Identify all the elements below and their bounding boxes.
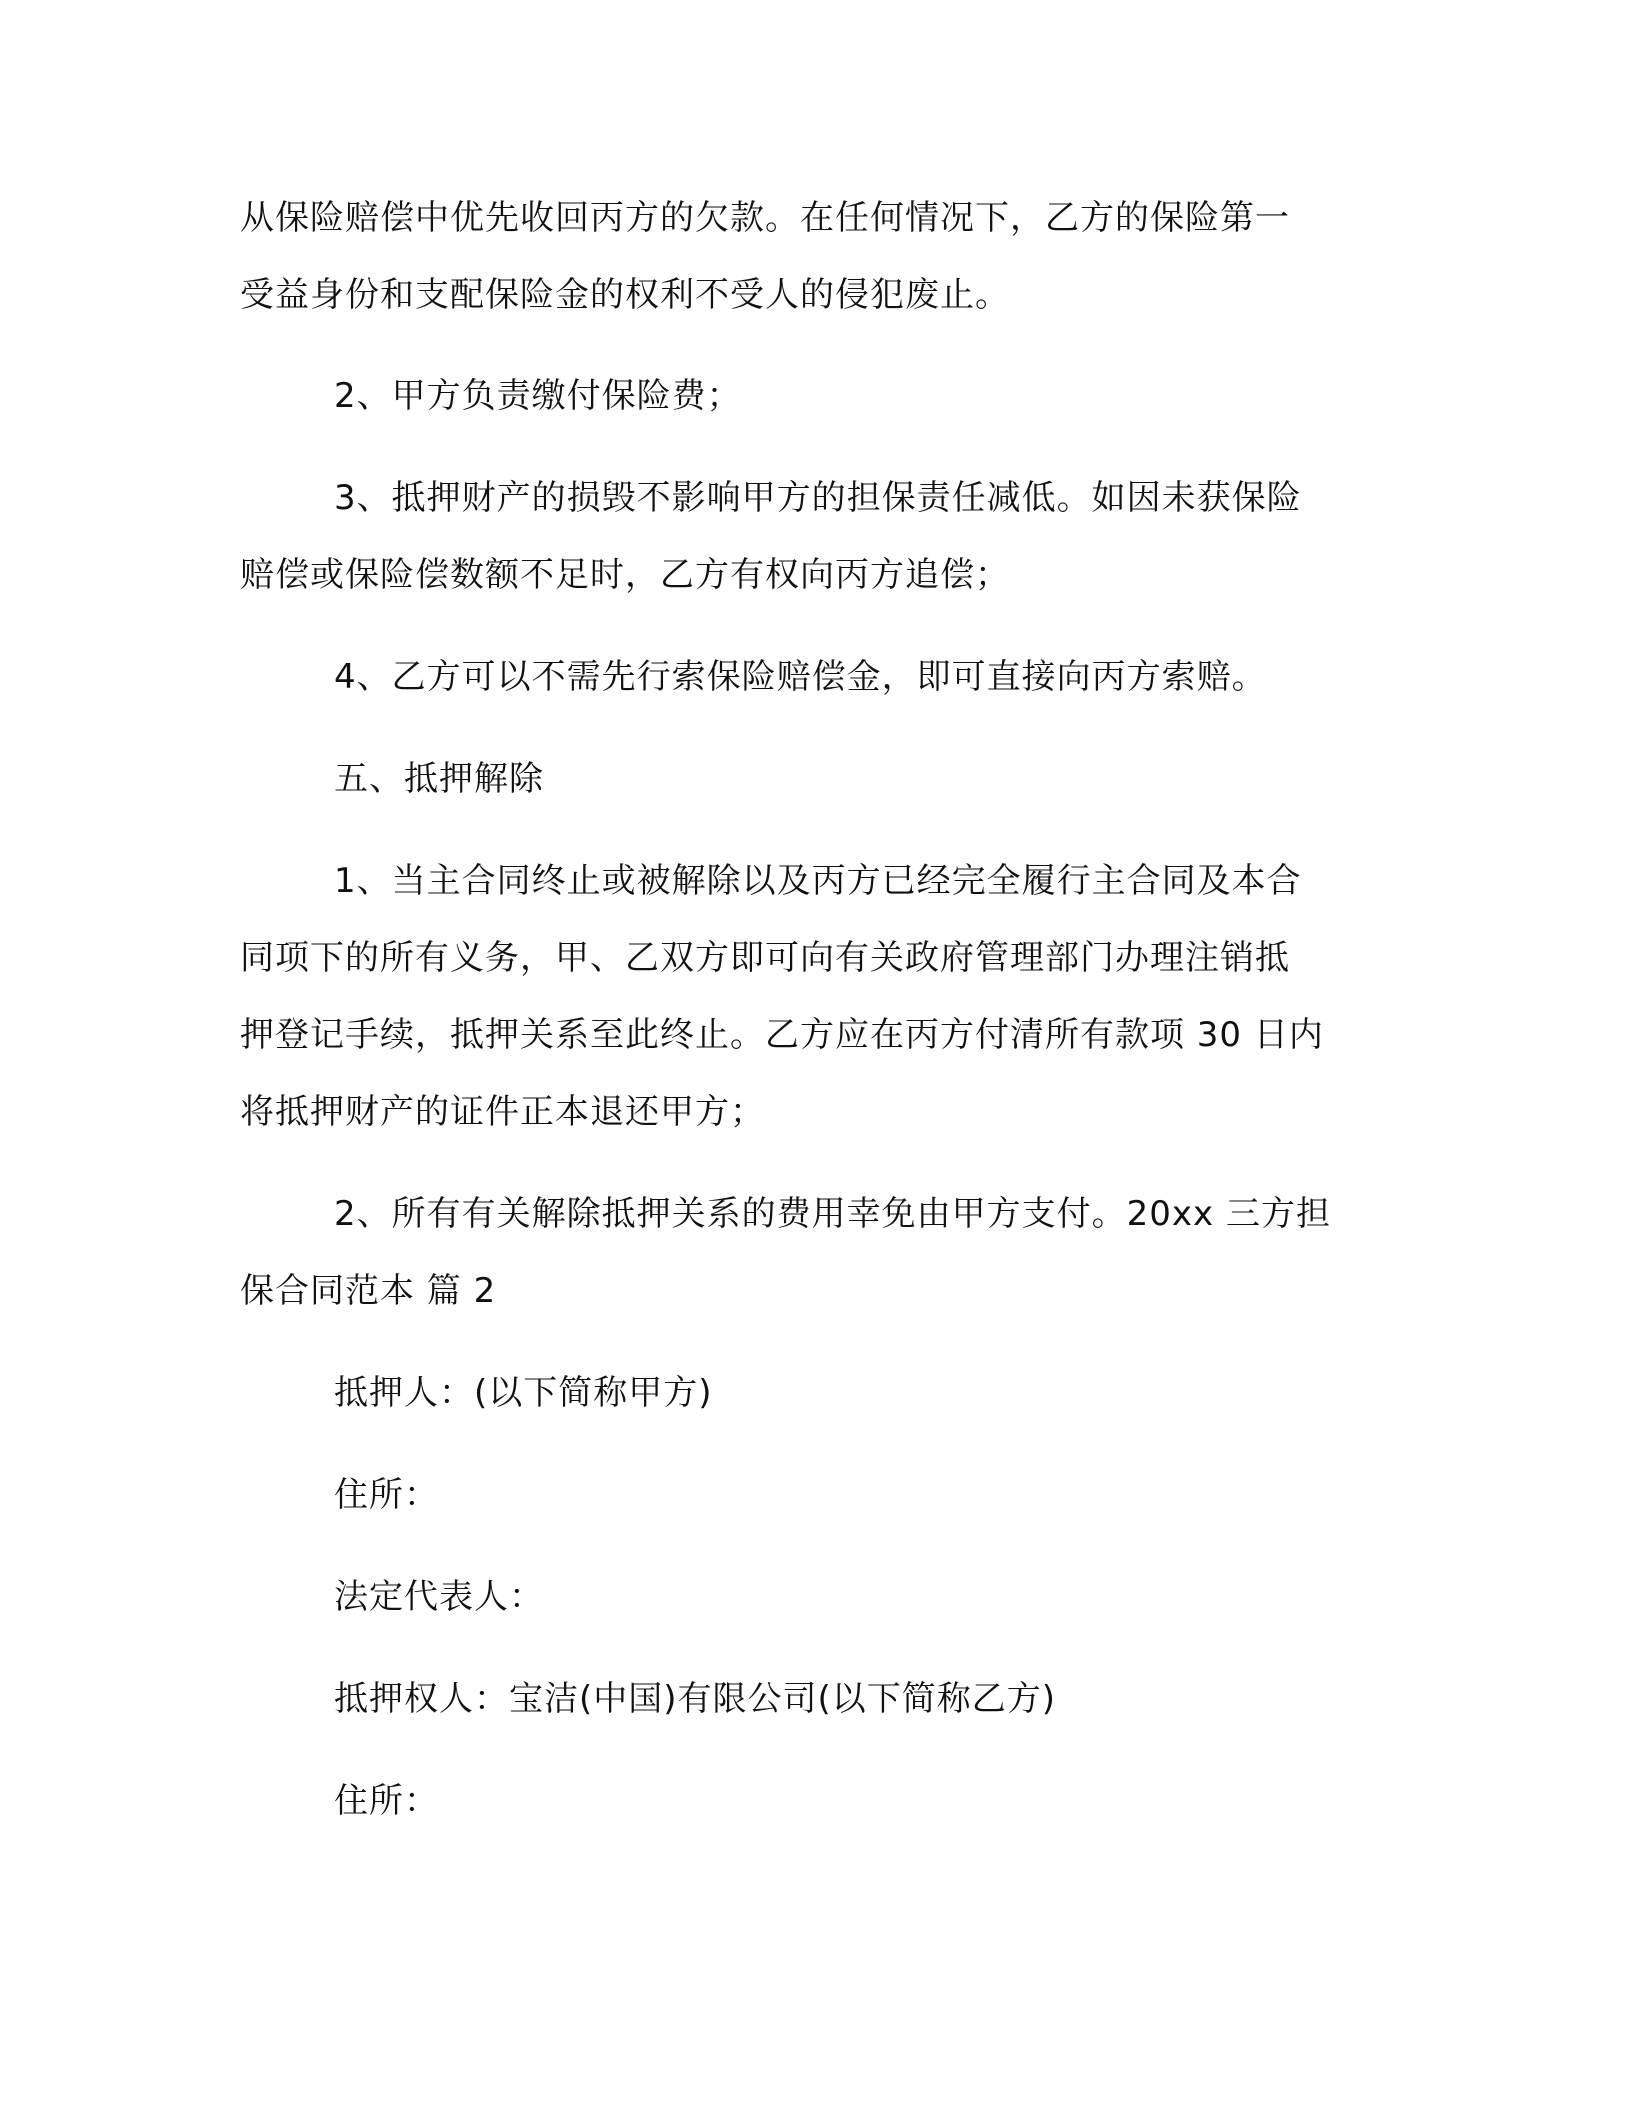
paragraph-line: 同项下的所有义务，甲、乙双方即可向有关政府管理部门办理注销抵 bbox=[240, 938, 1290, 978]
field-label: 住所： bbox=[334, 1475, 439, 1515]
paragraph-line: 赔偿或保险偿数额不足时，乙方有权向丙方追偿； bbox=[240, 555, 1010, 595]
paragraph-line: 从保险赔偿中优先收回丙方的欠款。在任何情况下，乙方的保险第一 bbox=[240, 198, 1290, 238]
field-label: 住所： bbox=[334, 1781, 439, 1821]
section-heading: 五、抵押解除 bbox=[334, 759, 544, 799]
field-label: 抵押权人：宝洁(中国)有限公司(以下简称乙方) bbox=[334, 1679, 1057, 1719]
paragraph-line: 将抵押财产的证件正本退还甲方； bbox=[240, 1092, 765, 1132]
list-item: 4、乙方可以不需先行索保险赔偿金，即可直接向丙方索赔。 bbox=[334, 657, 1267, 697]
list-item: 2、所有有关解除抵押关系的费用幸免由甲方支付。20xx 三方担 bbox=[334, 1194, 1331, 1234]
list-item: 1、当主合同终止或被解除以及丙方已经完全履行主合同及本合 bbox=[334, 861, 1302, 901]
paragraph-line: 受益身份和支配保险金的权利不受人的侵犯废止。 bbox=[240, 275, 1010, 315]
list-item: 2、甲方负责缴付保险费； bbox=[334, 376, 742, 416]
paragraph-line: 押登记手续，抵押关系至此终止。乙方应在丙方付清所有款项 30 日内 bbox=[240, 1015, 1324, 1055]
field-label: 法定代表人： bbox=[334, 1577, 544, 1617]
list-item: 3、抵押财产的损毁不影响甲方的担保责任减低。如因未获保险 bbox=[334, 478, 1302, 518]
paragraph-line: 保合同范本 篇 2 bbox=[240, 1271, 497, 1311]
field-label: 抵押人：(以下简称甲方) bbox=[334, 1373, 713, 1413]
